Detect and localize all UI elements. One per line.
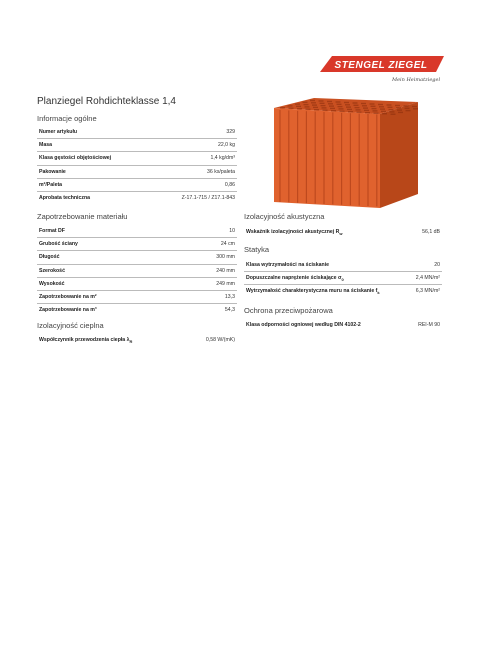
section-title-acoustic: Izolacyjność akustyczna: [244, 212, 325, 221]
row-value: 6,3 MN/m²: [415, 288, 440, 295]
table-row: [37, 126, 237, 139]
fire-table: [244, 319, 442, 331]
row-value: 329: [151, 126, 237, 139]
table-row: [37, 191, 237, 204]
row-value: 24 cm: [185, 238, 237, 251]
acoustic-table: [244, 226, 442, 238]
row-label: Format DF: [37, 225, 185, 238]
row-label: Numer artykułu: [37, 126, 151, 139]
thermal-table: [37, 334, 237, 346]
material-table: [37, 225, 237, 316]
row-label: Grubość ściany: [37, 238, 185, 251]
row-value: 20: [410, 259, 442, 272]
table-row: [37, 251, 237, 264]
row-label: m²/Paleta: [37, 178, 151, 191]
row-label: Wysokość: [37, 277, 185, 290]
logo-tagline: Mein Heimatziegel: [391, 77, 441, 83]
row-value: 22,0 kg: [151, 139, 237, 152]
row-label: Zapotrzebowanie na m²: [37, 290, 185, 303]
table-row: [37, 334, 237, 346]
table-row: [37, 139, 237, 152]
table-row: [37, 165, 237, 178]
row-value: 0,58 W/(mK): [205, 337, 235, 344]
page-title: Planziegel Rohdichteklasse 1,4: [37, 96, 176, 107]
row-value: REI-M 90: [418, 322, 440, 329]
row-value: Z-17.1-715 / Z17.1-843: [181, 195, 235, 202]
row-label: Klasa wytrzymałości na ściskanie: [244, 259, 410, 272]
row-value: 1,4 kg/dm³: [151, 152, 237, 165]
row-value: 249 mm: [185, 277, 237, 290]
row-label: Klasa gęstości objętościowej: [37, 152, 151, 165]
logo-brand: STENGEL ZIEGEL: [334, 60, 428, 71]
table-row: [37, 277, 237, 290]
table-row: [37, 225, 237, 238]
row-value: 240 mm: [185, 264, 237, 277]
row-label: Pakowanie: [37, 165, 151, 178]
table-row: [37, 290, 237, 303]
row-value: 13,3: [185, 290, 237, 303]
row-label: Szerokość: [37, 264, 185, 277]
statics-table: [244, 259, 442, 298]
section-title-statics: Statyka: [244, 245, 270, 254]
row-label: Zapotrzebowanie na m³: [39, 307, 97, 314]
row-label: Masa: [37, 139, 151, 152]
row-label: Klasa odporności ogniowej według DIN 4102-2: [246, 322, 361, 329]
row-value: 36 ks/paleta: [151, 165, 237, 178]
row-label: Współczynnik przewodzenia ciepła $\lambda_R$: [39, 336, 133, 344]
row-value: 10: [185, 225, 237, 238]
row-label: Długość: [37, 251, 185, 264]
table-row: [37, 152, 237, 165]
general-info-table: [37, 126, 237, 204]
section-title-general: Informacje ogólne: [37, 114, 97, 123]
brick-image: [270, 98, 418, 208]
section-title-material: Zapotrzebowanie materiału: [37, 212, 128, 221]
stengel-ziegel-logo: [318, 54, 444, 84]
row-value: 300 mm: [185, 251, 237, 264]
table-row: [244, 285, 442, 298]
table-row: [37, 304, 237, 317]
section-title-fire: Ochrona przeciwpożarowa: [244, 306, 333, 315]
table-row: [244, 319, 442, 331]
row-value: 56,1 dB: [422, 229, 440, 236]
row-value: 2,4 MN/m²: [410, 272, 442, 285]
table-row: [244, 272, 442, 285]
row-value: 0,86: [151, 178, 237, 191]
table-row: [244, 259, 442, 272]
row-label: Wskaźnik izolacyjności akustycznej $R_w$: [246, 228, 343, 236]
row-label: Dopuszczalne naprężenie ściskające $\sigma_0$: [244, 272, 410, 285]
row-value: 54,3: [224, 307, 235, 314]
table-row: [37, 238, 237, 251]
table-row: [244, 226, 442, 238]
table-row: [37, 264, 237, 277]
row-label: Wytrzymałość charakterystyczna muru na ściskanie $f_k$: [246, 287, 380, 295]
row-label: Aprobata techniczna: [39, 195, 91, 202]
table-row: [37, 178, 237, 191]
section-title-thermal: Izolacyjność cieplna: [37, 321, 104, 330]
